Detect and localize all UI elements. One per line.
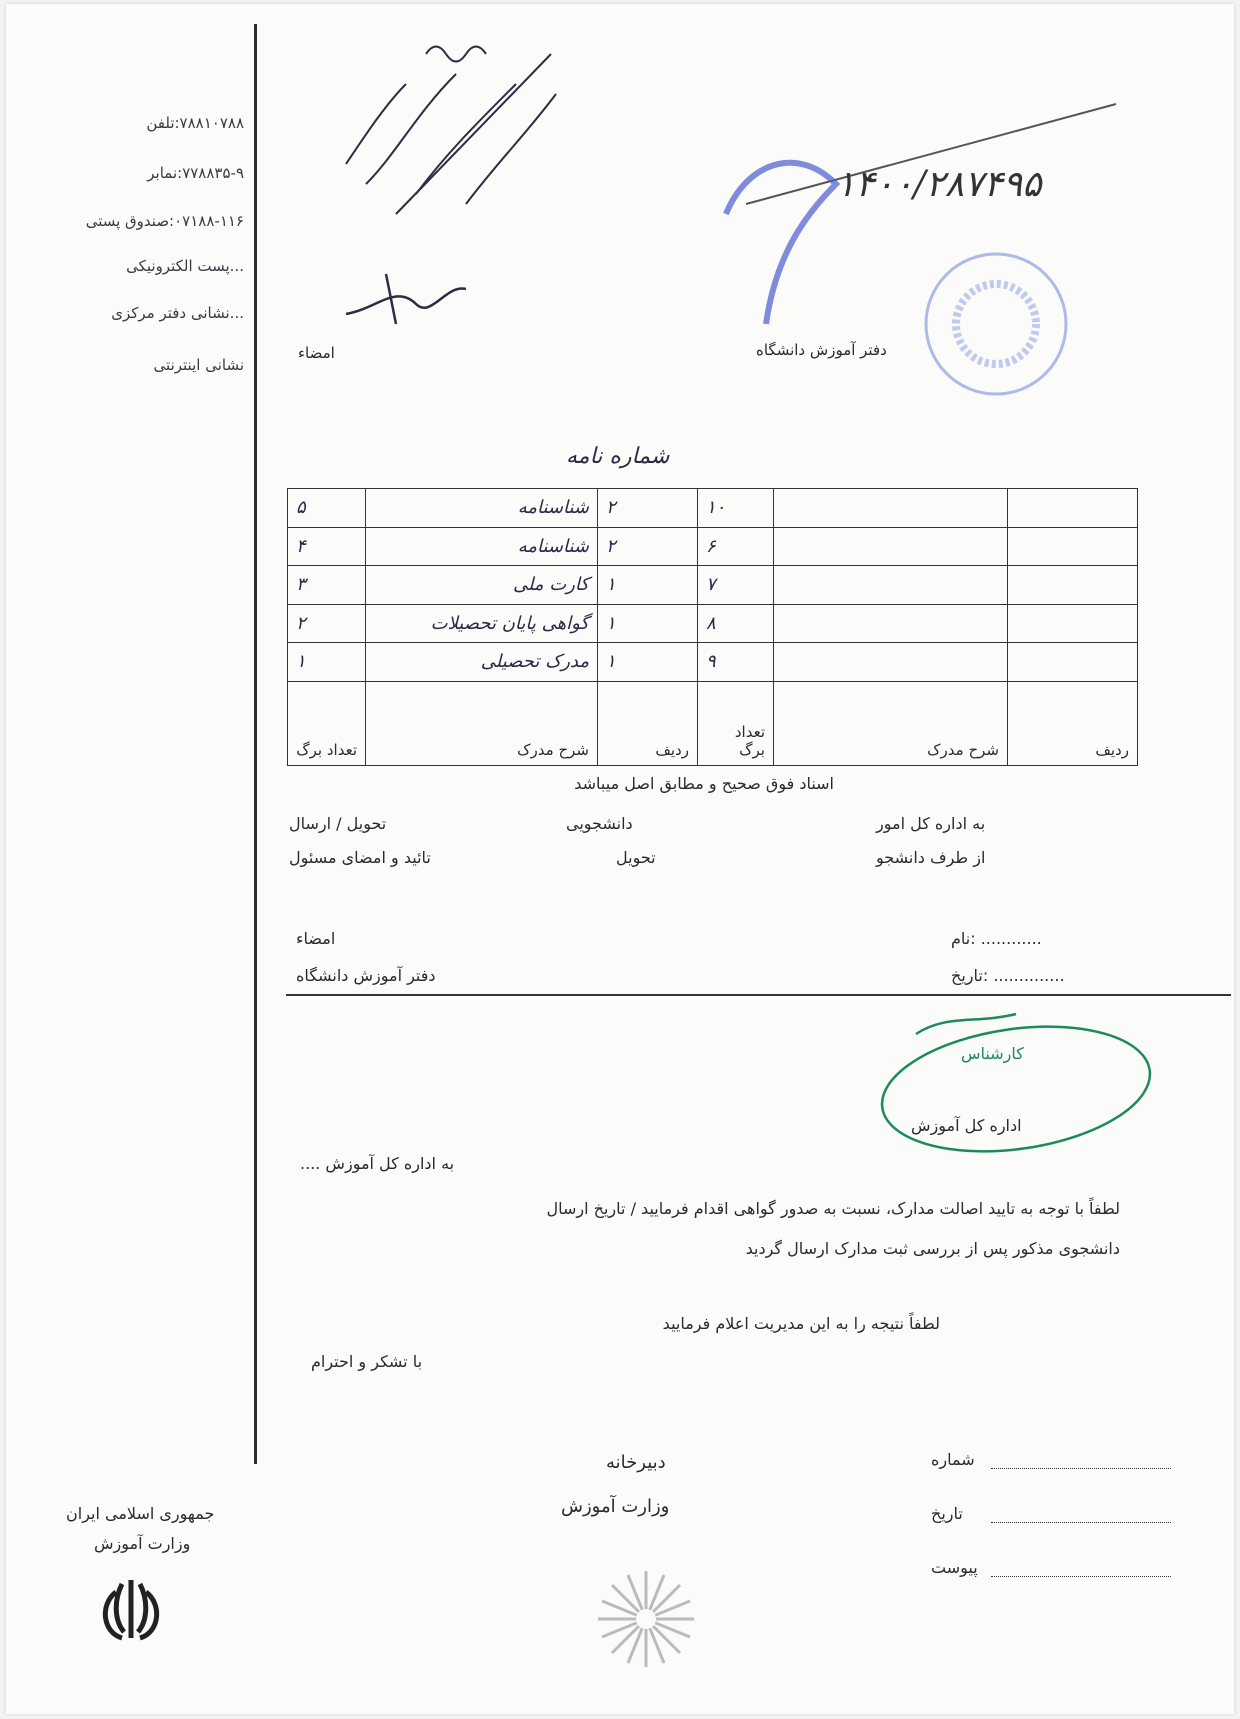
handwritten-annotation (326, 14, 596, 224)
stamp-text-1: کارشناس (961, 1044, 1024, 1063)
text-line-b3: تحویل / ارسال (289, 814, 387, 833)
cell-right-count (1008, 604, 1138, 643)
cell-no: ۳ (288, 566, 366, 605)
cell-right-no: ۱۰ (698, 489, 774, 528)
cell-item: گواهی پایان تحصیلات (366, 604, 598, 643)
logo-icon (596, 1569, 696, 1669)
cell-right-no: ۹ (698, 643, 774, 682)
footer-dotline-1 (991, 1454, 1171, 1473)
table-row (288, 604, 1138, 643)
paragraph-4: لطفاً نتیجه را به این مدیریت اعلام فرمایید (662, 1314, 940, 1333)
emblem-caption-2: وزارت آموزش (94, 1534, 191, 1553)
header-col4: تعداد برگ (698, 681, 774, 765)
header-col6: ردیف (1008, 681, 1138, 765)
stamp-cluster (686, 94, 1126, 414)
cell-right-desc (774, 643, 1008, 682)
header-col2: شرح مدرک (366, 681, 598, 765)
cell-no: ۵ (288, 489, 366, 528)
office-title: دفتر آموزش دانشگاه (296, 966, 436, 985)
cell-right-count (1008, 643, 1138, 682)
cell-count: ۱ (598, 566, 698, 605)
footer-dotline-2 (991, 1508, 1171, 1527)
cell-item: کارت ملی (366, 566, 598, 605)
name-field: نام: ............ (951, 929, 1042, 948)
cell-count: ۲ (598, 527, 698, 566)
sign-label: امضاء (296, 929, 336, 948)
text-line-b2: دانشجویی (566, 814, 633, 833)
text-line-c3: تائید و امضای مسئول (289, 848, 431, 867)
table-header-row (288, 681, 1138, 765)
stamp-text-2: اداره کل آموزش (911, 1116, 1022, 1135)
signature (336, 264, 476, 334)
footer-field-2: تاریخ (931, 1504, 963, 1523)
cell-count: ۱ (598, 604, 698, 643)
text-line-c2: تحویل (616, 848, 656, 867)
footer-field-1: شماره (931, 1450, 975, 1469)
documents-table (287, 488, 1138, 766)
cell-right-desc (774, 527, 1008, 566)
cell-item: شناسنامه (366, 489, 598, 528)
cell-count: ۲ (598, 489, 698, 528)
signature-label-left: امضاء (298, 344, 335, 362)
cell-right-no: ۸ (698, 604, 774, 643)
header-col1: تعداد برگ (288, 681, 366, 765)
cell-right-count (1008, 489, 1138, 528)
cell-count: ۱ (598, 643, 698, 682)
header-col5: شرح مدرک (774, 681, 1008, 765)
cell-right-count (1008, 566, 1138, 605)
footer-title-2: وزارت آموزش (561, 1496, 670, 1517)
cell-right-no: ۶ (698, 527, 774, 566)
sidebar-line-3: ۰۷۱۸۸-۱۱۶:صندوق پستی (85, 212, 244, 230)
sidebar-line-1: ۷۸۸۱۰۷۸۸:تلفن (146, 114, 244, 132)
sidebar-line-2: ۷۷۸۸۳۵-۹:نمابر (147, 164, 244, 182)
cell-no: ۴ (288, 527, 366, 566)
cell-right-no: ۷ (698, 566, 774, 605)
cell-right-desc (774, 489, 1008, 528)
table-row (288, 527, 1138, 566)
office-title-top: دفتر آموزش دانشگاه (756, 341, 887, 359)
table-row (288, 643, 1138, 682)
paragraph-5: با تشکر و احترام (311, 1352, 423, 1371)
green-stamp (876, 994, 1176, 1174)
header-col3: ردیف (598, 681, 698, 765)
national-emblem-icon (96, 1574, 166, 1644)
footer-title-1: دبیرخانه (606, 1452, 666, 1473)
paragraph-2: لطفاً با توجه به تایید اصالت مدارک، نسبت به صدور گواهی اقدام فرمایید / تاریخ ارسال (546, 1199, 1120, 1218)
paragraph-3: دانشجوی مذکور پس از بررسی ثبت مدارک ارسال گردید (745, 1239, 1120, 1258)
cell-item: شناسنامه (366, 527, 598, 566)
vertical-divider (254, 24, 257, 1464)
emblem-caption-1: جمهوری اسلامی ایران (66, 1504, 215, 1523)
table-row (288, 566, 1138, 605)
sidebar-line-6: نشانی اینترنتی (153, 356, 244, 374)
cell-right-desc (774, 604, 1008, 643)
table-row (288, 489, 1138, 528)
footer-dotline-3 (991, 1562, 1171, 1581)
date-field: تاریخ: .............. (951, 966, 1065, 985)
table-title: شماره نامه (566, 444, 670, 469)
sidebar-line-5: ...نشانی دفتر مرکزی (111, 304, 244, 322)
text-line-c1: از طرف دانشجو (876, 848, 986, 867)
cell-no: ۲ (288, 604, 366, 643)
cell-no: ۱ (288, 643, 366, 682)
cell-right-desc (774, 566, 1008, 605)
text-line-a: اسناد فوق صحیح و مطابق اصل میباشد (574, 774, 834, 793)
cell-right-count (1008, 527, 1138, 566)
cell-item: مدرک تحصیلی (366, 643, 598, 682)
paragraph-1: به اداره کل آموزش .... (300, 1154, 455, 1173)
document-page (6, 4, 1234, 1714)
footer-field-3: پیوست (931, 1558, 978, 1577)
text-line-b1: به اداره کل امور (876, 814, 986, 833)
registry-number: ۱۴۰۰/۲۸۷۴۹۵ (836, 164, 1042, 205)
sidebar-line-4: ...پست الکترونیکی (126, 257, 244, 275)
